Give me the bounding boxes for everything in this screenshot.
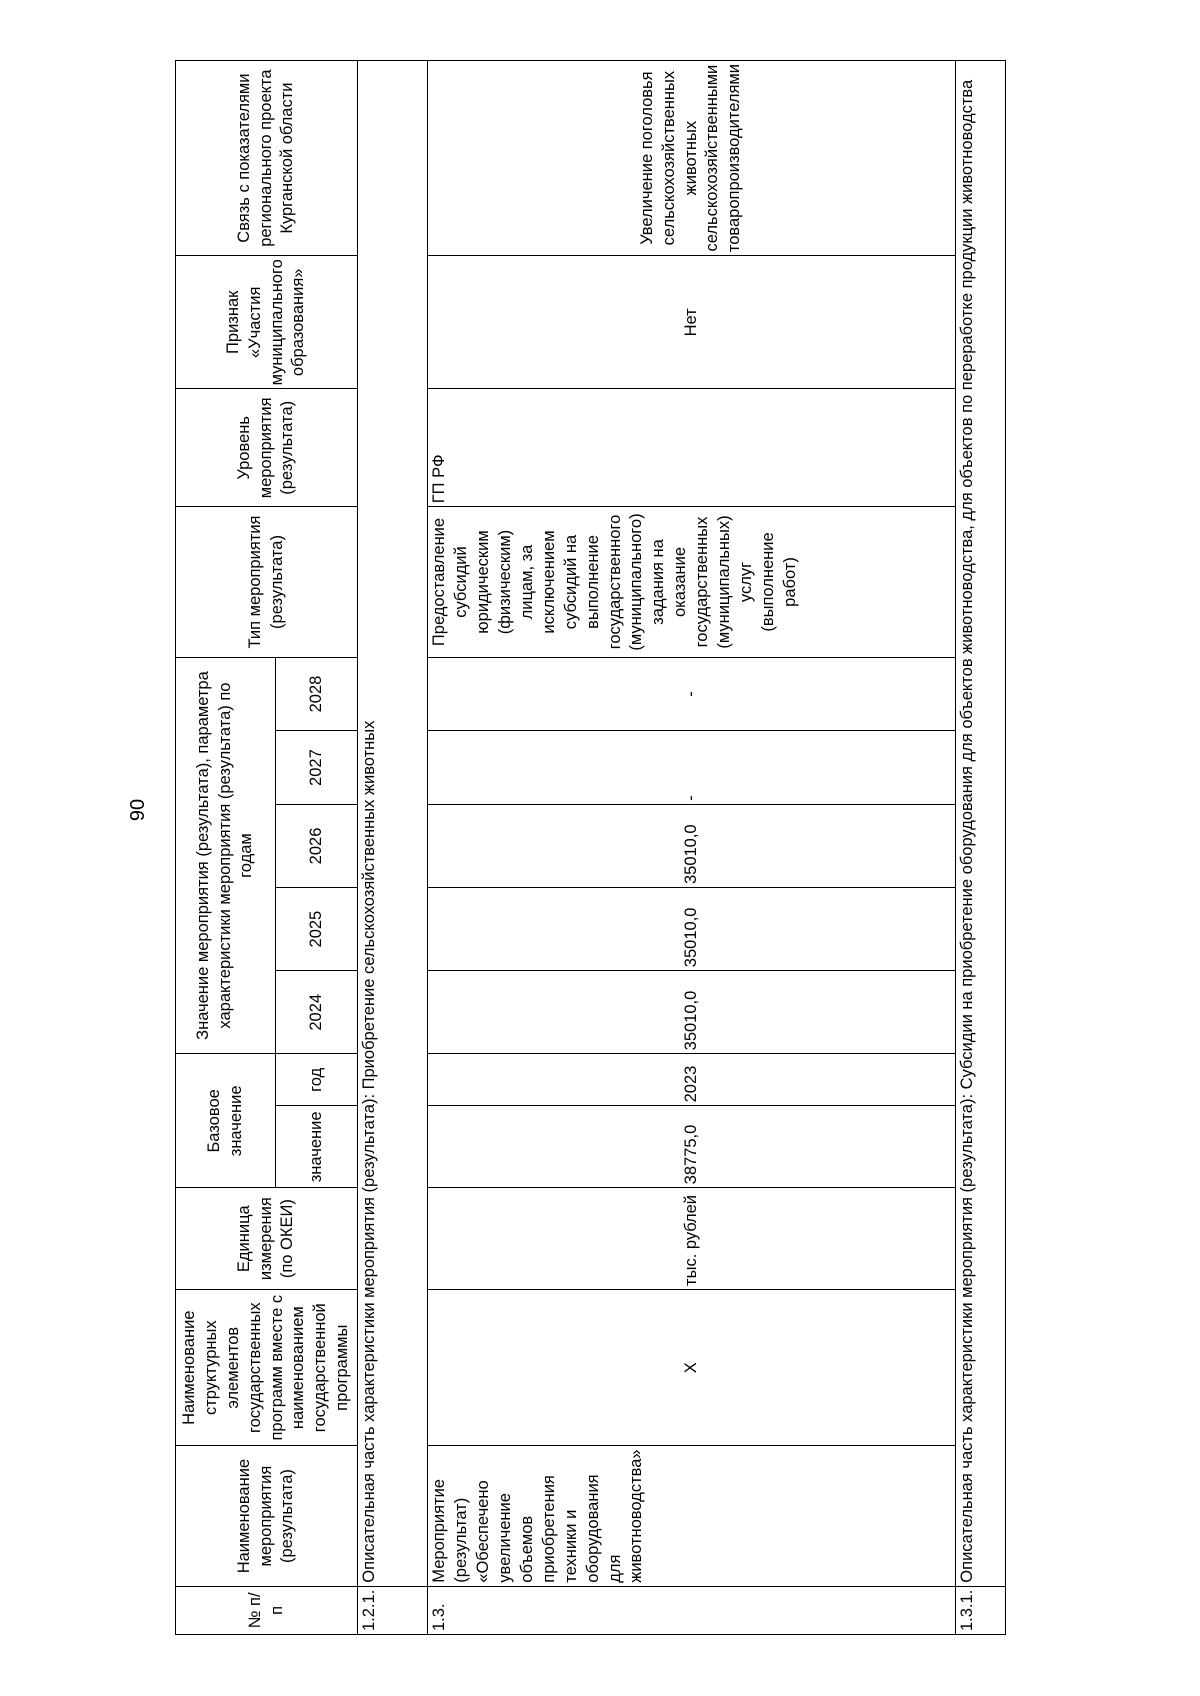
row-13-link: Увеличение поголовья сельскохозяйственных животных сельскохозяйственными товаропроизводителями bbox=[428, 61, 956, 256]
row-13-name: Мероприятие (результат) «Обеспечено увеличение объемов приобретения техники и оборудования для животноводства» bbox=[428, 1446, 956, 1586]
measures-table bbox=[175, 60, 1006, 1635]
header-unit: Единица измерения (по ОКЕИ) bbox=[176, 1188, 358, 1290]
header-base-year: год bbox=[276, 1054, 358, 1106]
header-link: Связь с показателями регионального проекта Курганской области bbox=[176, 61, 358, 256]
header-values-by-year: Значение мероприятия (результата), параметра характеристики мероприятия (результата) по годам bbox=[176, 657, 276, 1054]
header-year-2026: 2026 bbox=[276, 804, 358, 887]
row-131-text: Описательная часть характеристики мероприятия (результата): Субсидии на приобретение оборудования для объектов животноводства, для объектов по переработке продукции животноводства bbox=[956, 61, 1006, 1587]
row-13-type: Предоставление субсидий юридическим (физическим) лицам, за исключением субсидий на выполнение государственного (муниципального) задания на оказание государственных (муниципальных) услуг (выполнение работ) bbox=[428, 507, 956, 658]
row-13-struct: Х bbox=[428, 1289, 956, 1445]
table-row bbox=[358, 61, 428, 1635]
header-base: Базовое значение bbox=[176, 1054, 276, 1188]
page-number: 90 bbox=[127, 798, 149, 822]
row-13-base-value: 38775,0 bbox=[428, 1106, 956, 1188]
header-name: Наименование мероприятия (результата) bbox=[176, 1446, 358, 1586]
row-13-num: 1.3. bbox=[428, 1586, 956, 1634]
header-level: Уровень мероприятия (результата) bbox=[176, 389, 358, 507]
header-year-2027: 2027 bbox=[276, 731, 358, 805]
row-13-value-2024: 35010,0 bbox=[428, 971, 956, 1054]
row-13-value-2025: 35010,0 bbox=[428, 888, 956, 971]
header-year-2024: 2024 bbox=[276, 971, 358, 1054]
row-13-unit: тыс. рублей bbox=[428, 1188, 956, 1290]
rotated-table-container bbox=[175, 60, 1075, 1635]
row-13-level: ГП РФ bbox=[428, 389, 956, 507]
row-13-municipal: Нет bbox=[428, 256, 956, 389]
row-13-value-2027: - bbox=[428, 731, 956, 805]
header-year-2028: 2028 bbox=[276, 657, 358, 731]
row-13-value-2028: - bbox=[428, 657, 956, 731]
table-row bbox=[956, 61, 1006, 1635]
header-struct: Наименование структурных элементов государственных программ вместе с наименованием государственной программы bbox=[176, 1289, 358, 1445]
row-131-num: 1.3.1. bbox=[956, 1586, 1006, 1634]
row-13-value-2026: 35010,0 bbox=[428, 804, 956, 887]
row-121-text: Описательная часть характеристики мероприятия (результата): Приобретение сельскохозяйственных животных bbox=[358, 61, 428, 1587]
header-num: № п/п bbox=[176, 1586, 358, 1634]
row-121-num: 1.2.1. bbox=[358, 1586, 428, 1634]
header-type: Тип мероприятия (результата) bbox=[176, 507, 358, 658]
header-municipal: Признак «Участия муниципального образования» bbox=[176, 256, 358, 389]
header-base-value: значение bbox=[276, 1106, 358, 1188]
header-year-2025: 2025 bbox=[276, 888, 358, 971]
table-row bbox=[428, 61, 956, 1635]
row-13-base-year: 2023 bbox=[428, 1054, 956, 1106]
